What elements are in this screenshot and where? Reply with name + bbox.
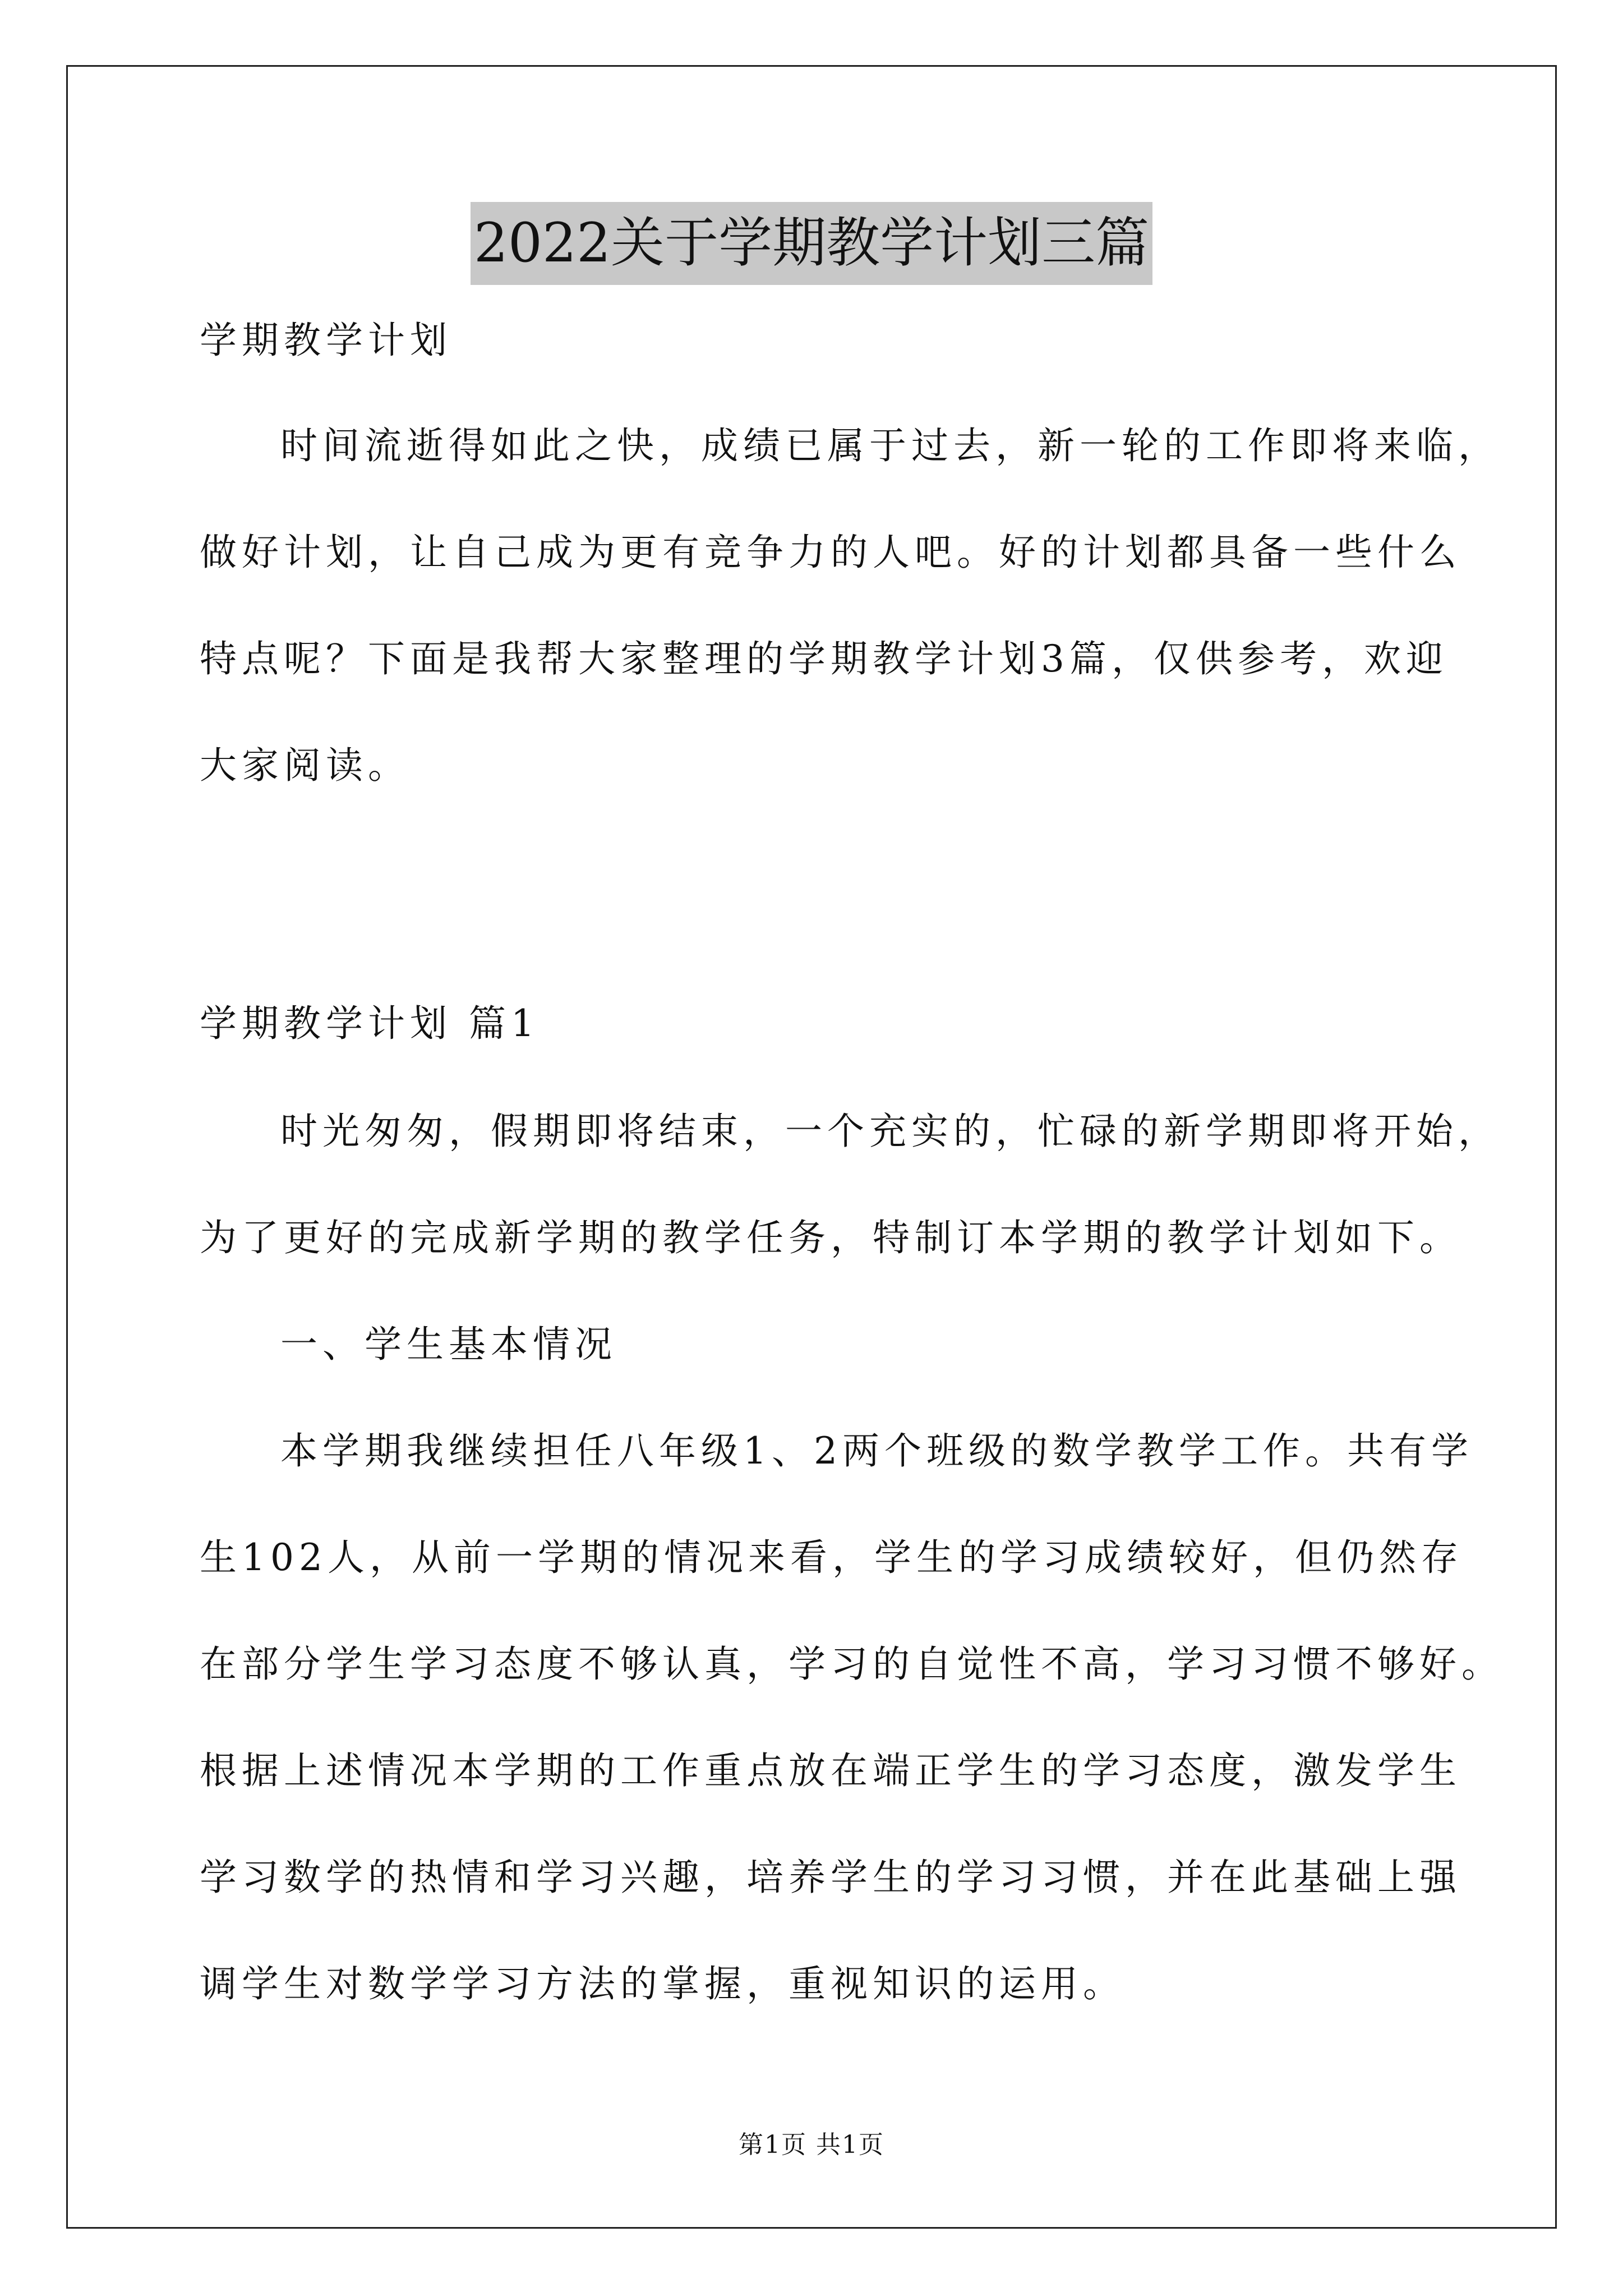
intro-line-4: 大家阅读。 <box>200 744 410 787</box>
section1-line-5: 学习数学的热情和学习兴趣，培养学生的学习习惯，并在此基础上强 <box>200 1856 1461 1899</box>
section1-line-3: 在部分学生学习态度不够认真，学习的自觉性不高，学习习惯不够好。 <box>200 1642 1504 1686</box>
heading-intro: 学期教学计划 <box>200 319 452 362</box>
intro-line-1: 时间流逝得如此之快，成绩已属于过去，新一轮的工作即将来临， <box>280 424 1500 467</box>
section1-line-6: 调学生对数学学习方法的掌握，重视知识的运用。 <box>200 1962 1125 2005</box>
page-footer: 第1页 共1页 <box>739 2131 884 2159</box>
section1-line-2: 生102人，从前一学期的情况来看，学生的学习成绩较好，但仍然存 <box>200 1536 1463 1579</box>
title-container <box>0 202 1623 285</box>
part1-para1-line-2: 为了更好的完成新学期的教学任务，特制订本学期的教学计划如下。 <box>200 1216 1461 1259</box>
section1-heading: 一、学生基本情况 <box>280 1323 617 1366</box>
intro-line-2: 做好计划，让自己成为更有竞争力的人吧。好的计划都具备一些什么 <box>200 531 1461 574</box>
part1-para1-line-1: 时光匆匆，假期即将结束，一个充实的，忙碌的新学期即将开始， <box>280 1110 1500 1153</box>
heading-part1: 学期教学计划 篇1 <box>200 1002 540 1045</box>
document-title: 2022关于学期教学计划三篇 <box>471 202 1152 285</box>
intro-line-3: 特点呢？下面是我帮大家整理的学期教学计划3篇，仅供参考，欢迎 <box>200 637 1448 680</box>
section1-line-4: 根据上述情况本学期的工作重点放在端正学生的学习态度，激发学生 <box>200 1749 1461 1792</box>
section1-line-1: 本学期我继续担任八年级1、2两个班级的数学教学工作。共有学 <box>280 1429 1473 1473</box>
